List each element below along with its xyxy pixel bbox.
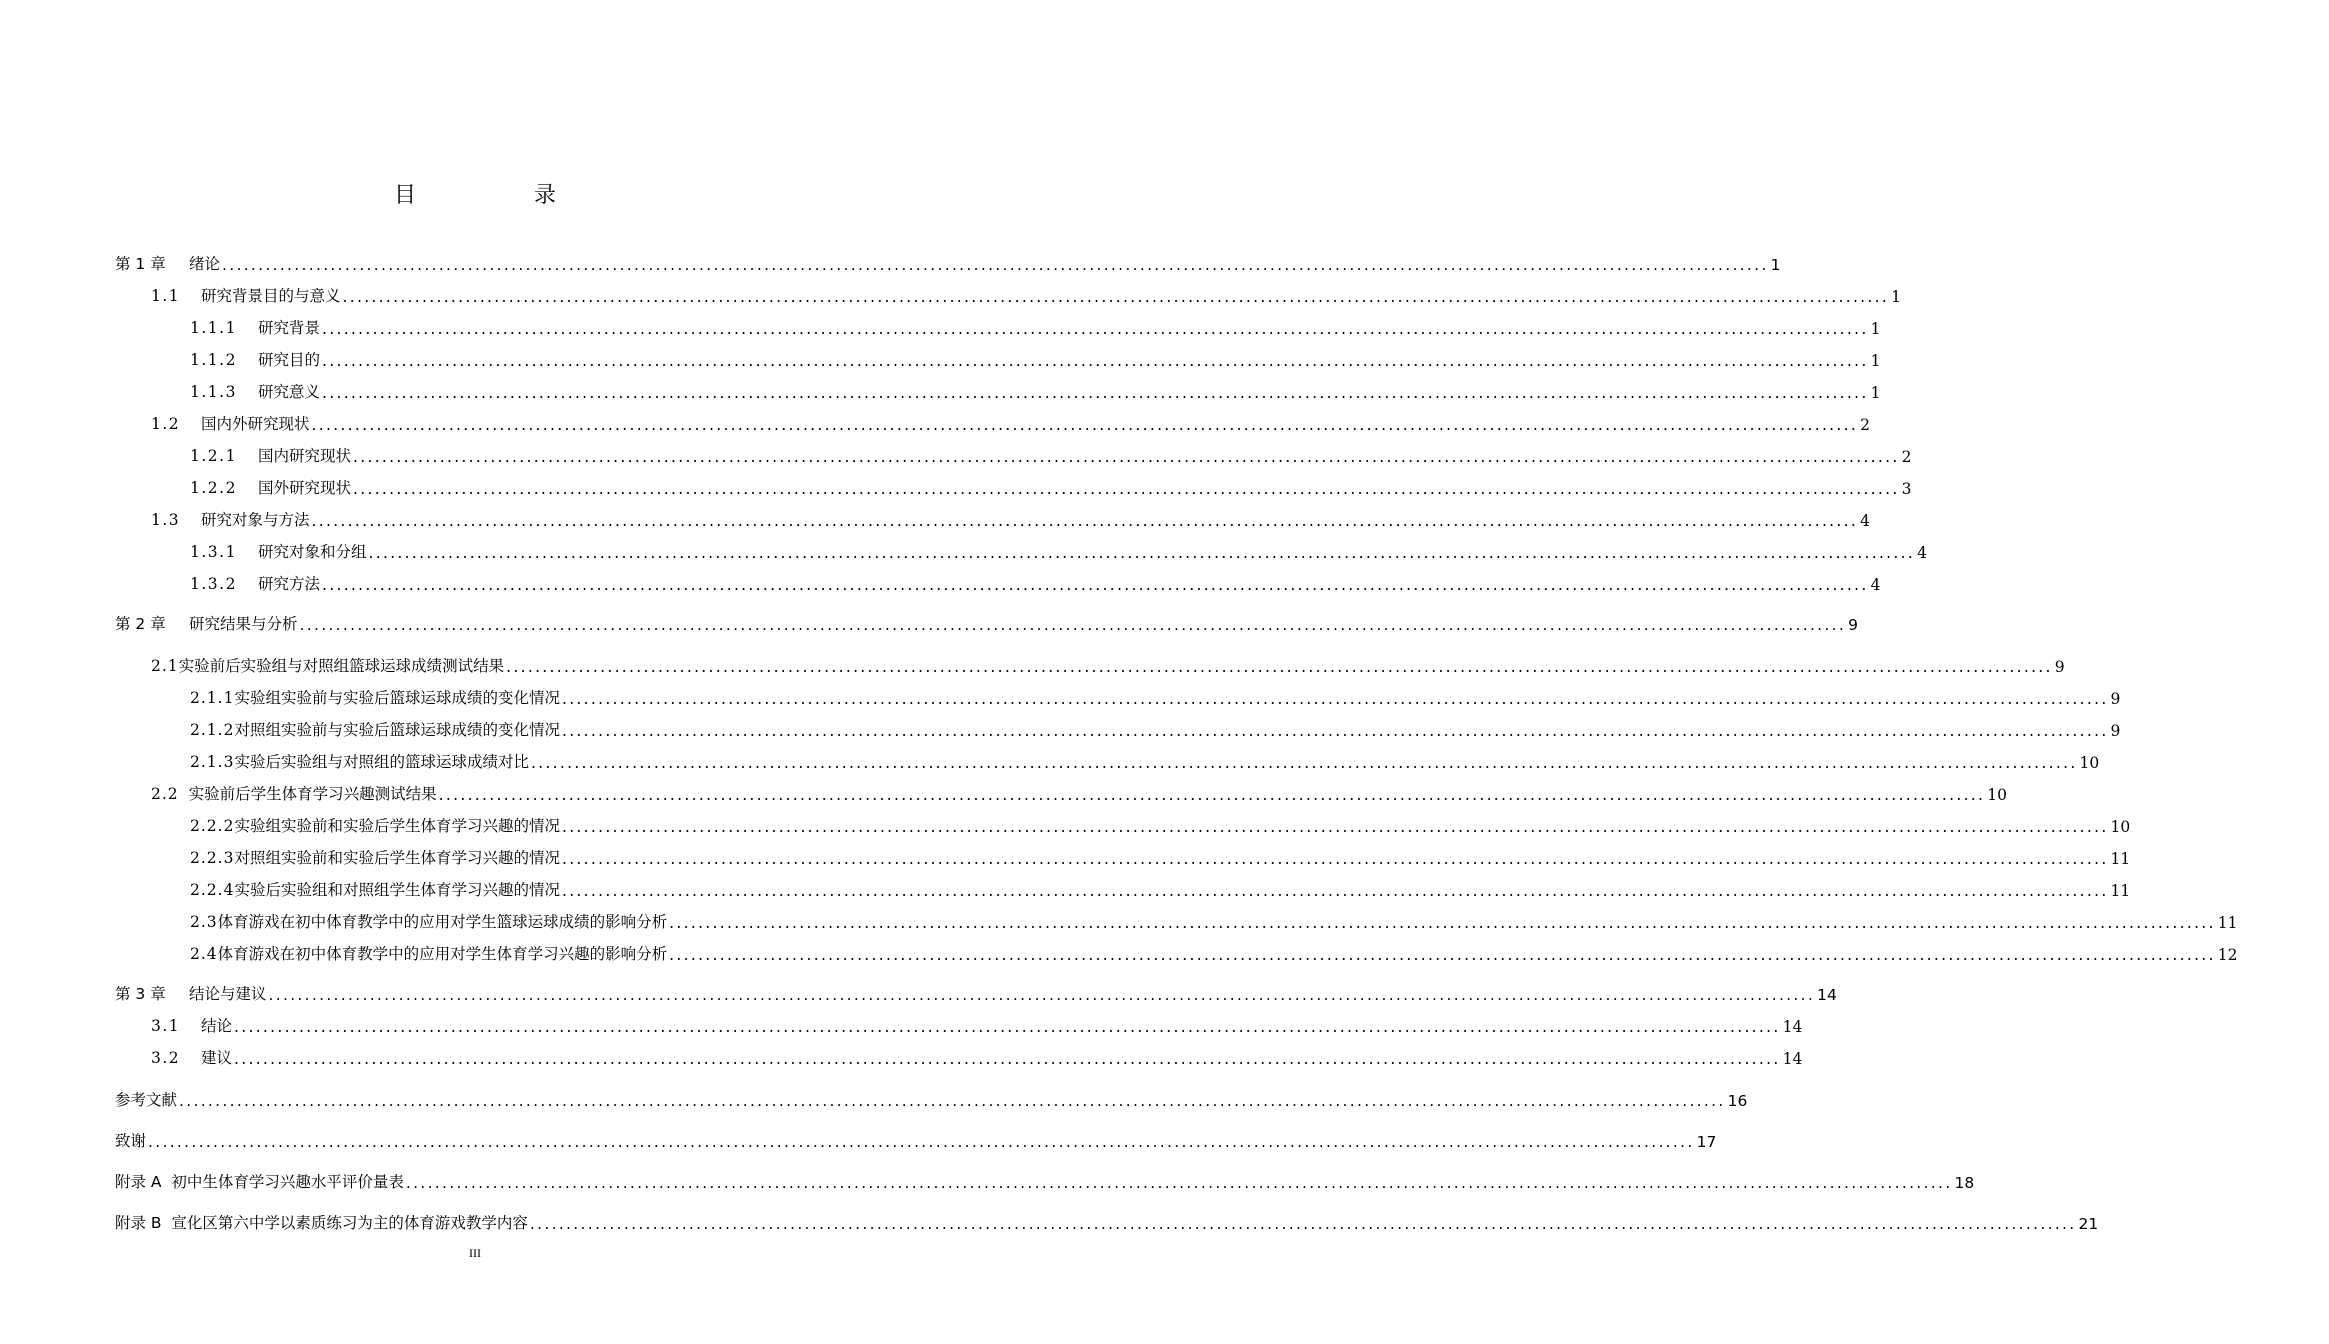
- toc-section-2-2-4[interactable]: [0, 872, 2131, 900]
- toc-number: 第 1 章: [115, 255, 166, 273]
- toc-section-1-1-2[interactable]: [0, 342, 1881, 370]
- toc-leader: ......................................................................................................................................................................................................................: [342, 288, 1890, 306]
- toc-number: 第 3 章: [115, 985, 166, 1003]
- toc-section-3-1[interactable]: [0, 1008, 1803, 1036]
- toc-page-number: 1: [1891, 288, 1901, 306]
- toc-title: 附录 A 初中生体育学习兴趣水平评价量表: [115, 1173, 404, 1191]
- toc-number: 1.1.1: [190, 319, 237, 337]
- toc-leader: ......................................................................................................................................................................................................................: [353, 480, 1900, 498]
- toc-leader: ......................................................................................................................................................................................................................: [438, 786, 1986, 804]
- toc-number: 2.1.2: [190, 721, 235, 739]
- toc-page-number: 18: [1954, 1174, 1975, 1192]
- toc-section-1-3[interactable]: [0, 502, 1870, 530]
- toc-appendix-a[interactable]: [0, 1164, 1975, 1192]
- toc-section-2-1-3[interactable]: [0, 744, 2100, 772]
- toc-leader: ......................................................................................................................................................................................................................: [669, 914, 2216, 932]
- toc-title: 体育游戏在初中体育教学中的应用对学生篮球运球成绩的影响分析: [217, 913, 668, 931]
- toc-acknowledgements[interactable]: [0, 1123, 1717, 1151]
- toc-number: 2.2.3: [190, 849, 235, 867]
- toc-title: 结论: [201, 1017, 233, 1035]
- toc-leader: ......................................................................................................................................................................................................................: [506, 658, 2053, 676]
- toc-title: 国内研究现状: [258, 447, 352, 465]
- toc-references[interactable]: [0, 1082, 1748, 1110]
- toc-title: 对照组实验前与实验后篮球运球成绩的变化情况: [234, 721, 560, 739]
- toc-number: 2.1: [151, 657, 179, 675]
- toc-title: 致谢: [115, 1132, 147, 1150]
- toc-title: 国内外研究现状: [201, 415, 310, 433]
- toc-page-number: 14: [1782, 1018, 1803, 1036]
- toc-leader: ......................................................................................................................................................................................................................: [529, 1215, 2077, 1233]
- toc-page-number: 11: [2110, 850, 2131, 868]
- toc-number: 1.2: [151, 415, 181, 433]
- toc-title: 实验后实验组与对照组的篮球运球成绩对比: [234, 753, 529, 771]
- toc-title: 研究方法: [258, 575, 321, 593]
- toc-chapter-1[interactable]: [0, 246, 1781, 274]
- toc-page-number: 4: [1917, 544, 1927, 562]
- toc-page-number: 3: [1901, 480, 1912, 498]
- toc-leader: ......................................................................................................................................................................................................................: [234, 1050, 1781, 1068]
- toc-leader: ......................................................................................................................................................................................................................: [179, 1092, 1726, 1110]
- toc-leader: ......................................................................................................................................................................................................................: [148, 1133, 1695, 1151]
- toc-title: 研究背景: [258, 319, 321, 337]
- toc-page-number: 4: [1860, 512, 1870, 530]
- toc-section-2-1[interactable]: [0, 648, 2065, 676]
- toc-page-number: 10: [1987, 786, 2007, 804]
- toc-leader: ......................................................................................................................................................................................................................: [322, 352, 1869, 370]
- toc-page-number: 1: [1870, 384, 1881, 402]
- toc-section-2-2-2[interactable]: [0, 808, 2131, 836]
- toc-page-number: 11: [2110, 882, 2131, 900]
- toc-title: 国外研究现状: [258, 479, 352, 497]
- toc-leader: ......................................................................................................................................................................................................................: [561, 690, 2109, 708]
- toc-section-1-1-1[interactable]: [0, 310, 1881, 338]
- toc-title: 研究对象和分组: [258, 543, 367, 561]
- toc-title: 实验前后学生体育学习兴趣测试结果: [188, 785, 437, 803]
- toc-leader: ......................................................................................................................................................................................................................: [322, 384, 1869, 402]
- toc-leader: ......................................................................................................................................................................................................................: [561, 818, 2109, 836]
- toc-page-number: 17: [1696, 1133, 1717, 1151]
- toc-title: 建议: [201, 1049, 233, 1067]
- toc-leader: ......................................................................................................................................................................................................................: [368, 544, 1916, 562]
- toc-leader: ......................................................................................................................................................................................................................: [268, 986, 1816, 1004]
- toc-section-2-4[interactable]: [0, 936, 2238, 964]
- toc-page-number: 11: [2217, 914, 2238, 932]
- toc-page-number: 9: [2054, 658, 2065, 676]
- toc-title: 参考文献: [115, 1091, 178, 1109]
- toc-number: 3.1: [151, 1017, 181, 1035]
- toc-leader: ......................................................................................................................................................................................................................: [234, 1018, 1781, 1036]
- toc-page-number: 2: [1860, 416, 1870, 434]
- toc-number: 2.2.4: [190, 881, 235, 899]
- toc-page-number: 10: [2110, 818, 2131, 836]
- toc-section-1-2-1[interactable]: [0, 438, 1912, 466]
- toc-title: 研究背景目的与意义: [201, 287, 341, 305]
- toc-section-1-2[interactable]: [0, 406, 1870, 434]
- toc-page-number: 14: [1782, 1050, 1803, 1068]
- toc-leader: ......................................................................................................................................................................................................................: [530, 754, 2078, 772]
- toc-title: 研究目的: [258, 351, 321, 369]
- toc-number: 第 2 章: [115, 615, 166, 633]
- toc-leader: ......................................................................................................................................................................................................................: [561, 882, 2109, 900]
- toc-section-1-1-3[interactable]: [0, 374, 1881, 402]
- toc-title: 体育游戏在初中体育教学中的应用对学生体育学习兴趣的影响分析: [217, 945, 668, 963]
- toc-chapter-2[interactable]: [0, 606, 1858, 634]
- toc-number: 2.2.2: [190, 817, 235, 835]
- toc-leader: ......................................................................................................................................................................................................................: [561, 722, 2109, 740]
- toc-leader: ......................................................................................................................................................................................................................: [561, 850, 2109, 868]
- toc-title: 结论与建议: [189, 985, 267, 1003]
- toc-page-number: 2: [1901, 448, 1912, 466]
- toc-leader: ......................................................................................................................................................................................................................: [311, 416, 1859, 434]
- toc-title: 研究对象与方法: [201, 511, 310, 529]
- toc-page-number: 12: [2217, 946, 2238, 964]
- toc-title: 实验组实验前与实验后篮球运球成绩的变化情况: [234, 689, 560, 707]
- toc-title: 实验前后实验组与对照组篮球运球成绩测试结果: [178, 657, 505, 675]
- toc-number: 2.1.3: [190, 753, 235, 771]
- toc-number: 1.3.2: [190, 575, 237, 593]
- toc-section-1-2-2[interactable]: [0, 470, 1912, 498]
- toc-leader: ......................................................................................................................................................................................................................: [299, 616, 1847, 634]
- toc-page-number: 1: [1870, 352, 1881, 370]
- toc-number: 1.1.2: [190, 351, 237, 369]
- toc-page-number: 1: [1870, 320, 1881, 338]
- toc-chapter-3[interactable]: [0, 976, 1837, 1004]
- toc-title: 绪论: [189, 255, 221, 273]
- toc-page-number: 9: [2110, 690, 2121, 708]
- toc-page-number: 4: [1870, 576, 1881, 594]
- toc-number: 2.2: [151, 785, 179, 803]
- toc-page-number: 14: [1817, 986, 1837, 1004]
- toc-section-3-2[interactable]: [0, 1040, 1803, 1068]
- toc-section-2-2[interactable]: [0, 776, 2007, 804]
- toc-title: 实验后实验组和对照组学生体育学习兴趣的情况: [234, 881, 560, 899]
- toc-number: 1.1.3: [190, 383, 237, 401]
- toc-number: 1.3: [151, 511, 181, 529]
- toc-section-1-3-1[interactable]: [0, 534, 1927, 562]
- toc-page-number: 9: [1848, 616, 1858, 634]
- toc-page-number: 21: [2078, 1215, 2099, 1233]
- toc-section-2-2-3[interactable]: [0, 840, 2131, 868]
- toc-title: 附录 B 宣化区第六中学以素质练习为主的体育游戏教学内容: [115, 1214, 528, 1232]
- toc-page-number: 9: [2110, 722, 2121, 740]
- toc-leader: ......................................................................................................................................................................................................................: [322, 320, 1869, 338]
- toc-leader: ......................................................................................................................................................................................................................: [353, 448, 1900, 466]
- toc-section-2-3[interactable]: [0, 904, 2238, 932]
- toc-number: 2.3: [190, 913, 218, 931]
- toc-section-2-1-2[interactable]: [0, 712, 2121, 740]
- toc-title: 研究结果与分析: [189, 615, 298, 633]
- toc-page-number: 16: [1727, 1092, 1748, 1110]
- toc-section-1-1[interactable]: [0, 278, 1901, 306]
- toc-page-number: 10: [2079, 754, 2100, 772]
- toc-leader: ......................................................................................................................................................................................................................: [669, 946, 2216, 964]
- toc-number: 1.1: [151, 287, 181, 305]
- toc-number: 1.2.2: [190, 479, 237, 497]
- footer-page-number: III: [469, 1246, 481, 1260]
- toc-leader: ......................................................................................................................................................................................................................: [311, 512, 1859, 530]
- page-title: 目 录: [393, 183, 604, 208]
- toc-number: 3.2: [151, 1049, 181, 1067]
- toc-section-1-3-2[interactable]: [0, 566, 1881, 594]
- toc-appendix-b[interactable]: [0, 1205, 2099, 1233]
- toc-section-2-1-1[interactable]: [0, 680, 2121, 708]
- toc-title: 实验组实验前和实验后学生体育学习兴趣的情况: [234, 817, 560, 835]
- toc-number: 1.3.1: [190, 543, 237, 561]
- toc-number: 2.1.1: [190, 689, 235, 707]
- toc-number: 2.4: [190, 945, 218, 963]
- toc-number: 1.2.1: [190, 447, 237, 465]
- toc-title: 对照组实验前和实验后学生体育学习兴趣的情况: [234, 849, 560, 867]
- toc-leader: ......................................................................................................................................................................................................................: [322, 576, 1869, 594]
- toc-leader: ......................................................................................................................................................................................................................: [222, 256, 1769, 274]
- toc-leader: ......................................................................................................................................................................................................................: [405, 1174, 1953, 1192]
- toc-page-number: 1: [1770, 256, 1781, 274]
- toc-title: 研究意义: [258, 383, 321, 401]
